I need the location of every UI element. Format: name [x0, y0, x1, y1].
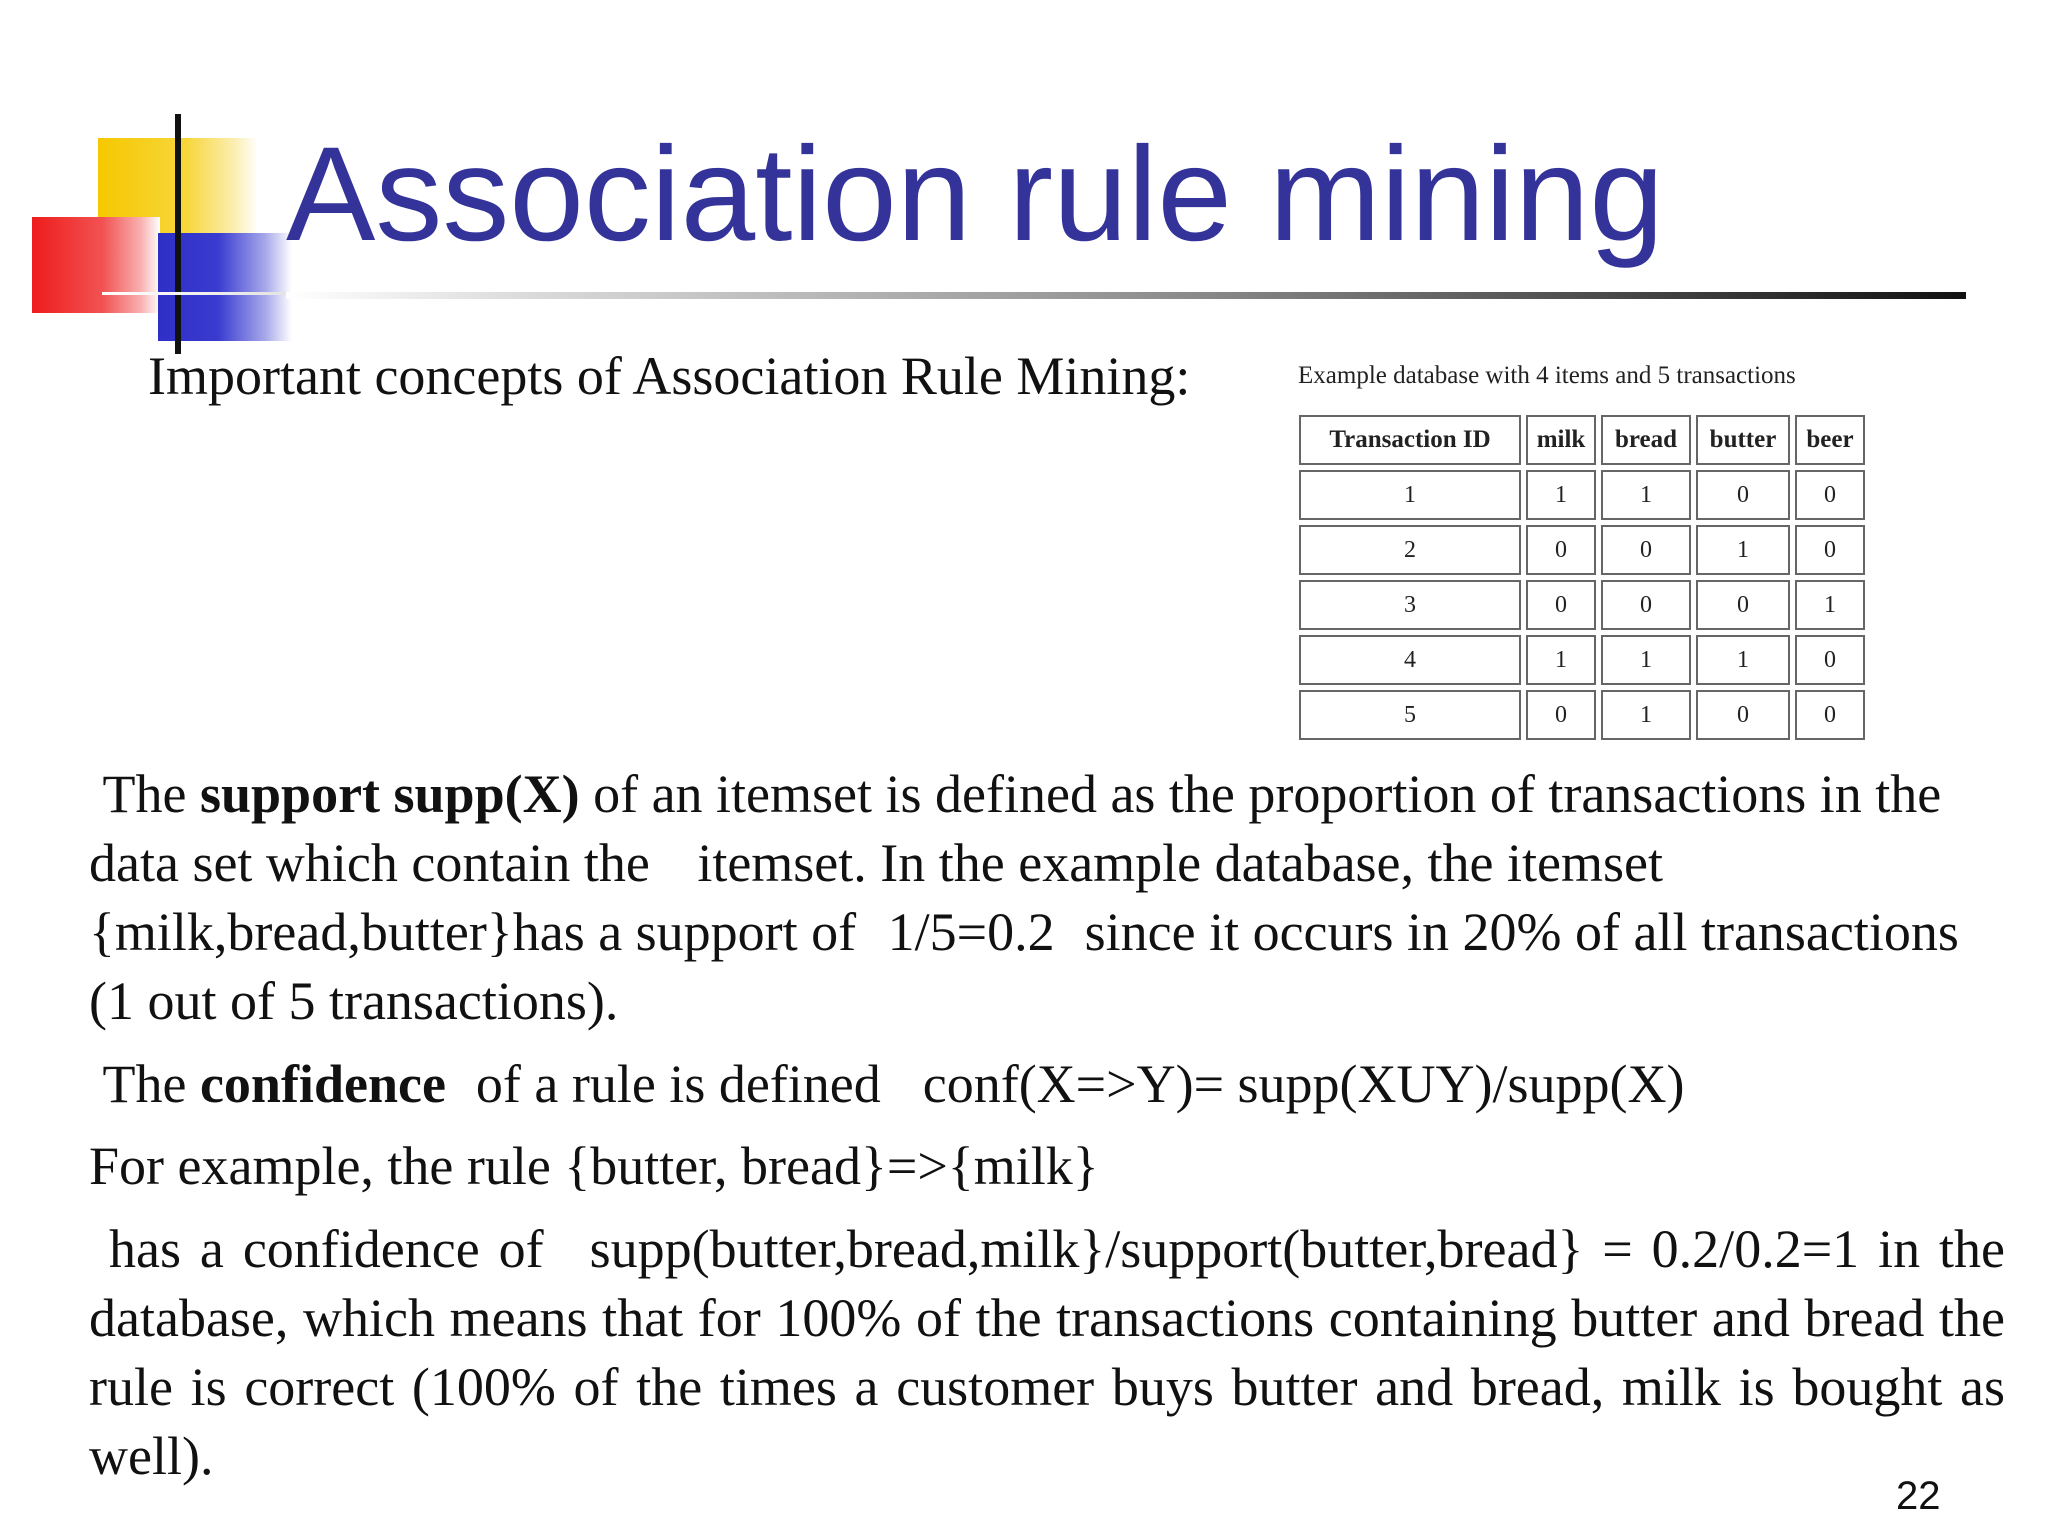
table-cell: 1 — [1526, 635, 1596, 685]
page-number: 22 — [1896, 1474, 1941, 1518]
header-milk: milk — [1526, 415, 1596, 465]
header-butter: butter — [1696, 415, 1790, 465]
example-formula: supp(butter,bread,milk}/support(butter,bread} = 0.2/0.2=1 — [589, 1219, 1860, 1279]
table-cell: 5 — [1299, 690, 1521, 740]
table-caption: Example database with 4 items and 5 transactions — [1298, 362, 1796, 389]
support-value: 1/5=0.2 — [887, 902, 1055, 962]
transactions-table — [1294, 410, 1870, 745]
table-cell: 0 — [1601, 525, 1691, 575]
support-lead: The — [102, 764, 200, 824]
table-cell: 0 — [1526, 525, 1596, 575]
table-cell: 0 — [1696, 690, 1790, 740]
logo-vertical-line — [175, 114, 181, 354]
confidence-text: of a rule is defined — [475, 1054, 881, 1114]
table-cell: 0 — [1526, 690, 1596, 740]
support-text-1: of an itemset is defined as the proportion of transactions in the data set which contain the — [89, 764, 1942, 893]
table-row — [1299, 525, 1865, 575]
table-cell: 1 — [1601, 690, 1691, 740]
table-cell: 0 — [1795, 690, 1865, 740]
table-cell: 0 — [1696, 470, 1790, 520]
table-cell: 3 — [1299, 580, 1521, 630]
concepts-heading: Important concepts of Association Rule Mining: — [148, 346, 1191, 406]
header-beer: beer — [1795, 415, 1865, 465]
table-cell: 0 — [1795, 470, 1865, 520]
header-transaction-id: Transaction ID — [1299, 415, 1521, 465]
confidence-term: confidence — [199, 1054, 446, 1114]
example-rule-line: For example, the rule {butter, bread}=>{milk} — [89, 1136, 1099, 1196]
logo-red-square — [32, 217, 160, 313]
example-rest: in the database, which means that for 100% of the transactions containing butter and bread the rule is correct (100% of the times a customer buys butter and bread, milk is bought as well). — [89, 1219, 2006, 1486]
support-term: support supp(X) — [199, 764, 580, 824]
support-paragraph — [89, 760, 2009, 1036]
logo-horizontal-line — [102, 292, 292, 295]
support-text-3: since it occurs in 20% of all transactions (1 out of 5 transactions). — [89, 902, 1959, 1031]
confidence-lead: The — [102, 1054, 200, 1114]
header-bread: bread — [1601, 415, 1691, 465]
example-lead: has a confidence of — [109, 1219, 544, 1279]
title-underline — [286, 292, 1966, 299]
table-cell: 0 — [1795, 525, 1865, 575]
table-cell: 2 — [1299, 525, 1521, 575]
table-cell: 1 — [1696, 525, 1790, 575]
table-row — [1299, 470, 1865, 520]
table-cell: 1 — [1526, 470, 1596, 520]
confidence-definition — [89, 1050, 1684, 1119]
support-text-2: itemset. In the example database, the itemset {milk,bread,butter}has a support of — [89, 833, 1663, 962]
table-row — [1299, 580, 1865, 630]
table-header-row — [1299, 415, 1865, 465]
table-cell: 0 — [1526, 580, 1596, 630]
slide-title: Association rule mining — [286, 120, 1664, 269]
table-cell: 0 — [1795, 635, 1865, 685]
table-cell: 1 — [1795, 580, 1865, 630]
table-cell: 1 — [1696, 635, 1790, 685]
table-cell: 4 — [1299, 635, 1521, 685]
example-explanation — [89, 1215, 2005, 1491]
table-cell: 1 — [1601, 635, 1691, 685]
table-row — [1299, 635, 1865, 685]
confidence-formula: conf(X=>Y)= supp(XUY)/supp(X) — [922, 1054, 1685, 1114]
table-cell: 0 — [1601, 580, 1691, 630]
slide-logo-decoration — [0, 0, 320, 360]
table-row — [1299, 690, 1865, 740]
table-cell: 1 — [1601, 470, 1691, 520]
table-cell: 0 — [1696, 580, 1790, 630]
table-cell: 1 — [1299, 470, 1521, 520]
